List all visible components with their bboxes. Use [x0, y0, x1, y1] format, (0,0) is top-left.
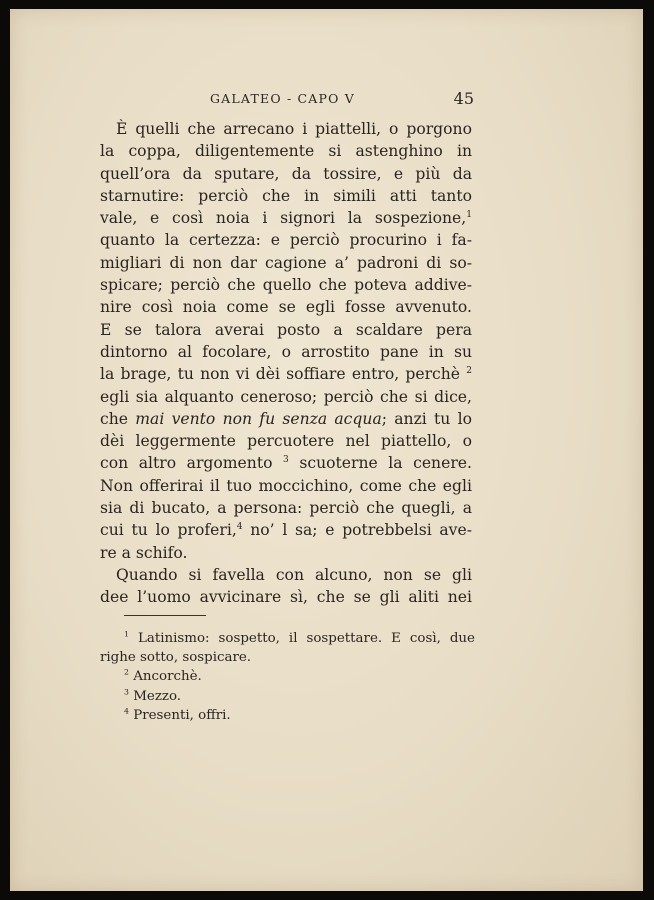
text-line: dintorno al focolare, o arrostito pane in su [100, 342, 472, 361]
text-segment: che [100, 409, 129, 428]
footnote-text: Latinismo: sospetto, il sospettare. E così, due [137, 631, 475, 646]
text-line [100, 363, 472, 385]
text-line: quanto la certezza: e perciò procurino i fa- [100, 231, 472, 250]
footnote-text: Ancorchè. [133, 669, 202, 685]
body-text [100, 118, 472, 609]
text-line: E se talora averai posto a scaldare pera [100, 320, 472, 339]
text-segment: scuoterne la cenere. [299, 454, 472, 473]
footnote [100, 687, 475, 706]
text-segment: vale, e così noia i signori la sospezione, [100, 209, 467, 228]
footnote-ref: 1 [466, 210, 472, 220]
footnote [100, 706, 475, 725]
footnote-separator [124, 615, 206, 616]
running-head [210, 90, 474, 108]
footnote-text: Mezzo. [133, 688, 182, 704]
footnote-ref: 2 [466, 366, 473, 377]
text-line: egli sia alquanto ceneroso; perciò che si dice, [100, 387, 472, 406]
text-segment: cui tu lo proferi, [100, 521, 237, 540]
text-line: È quelli che arrecano i piattelli, o porgono [116, 120, 472, 138]
italic-proverb: mai vento non fu senza acqua [135, 409, 382, 428]
text-segment: no’ l sa; e potrebbelsi ave- [250, 521, 472, 540]
text-line: spicare; perciò che quello che poteva addive- [100, 276, 472, 295]
footnote-marker: 4 [124, 706, 129, 716]
text-segment: ; anzi tu lo [381, 409, 472, 428]
text-segment: la brage, tu non vi dèi soffiare entro, perchè [100, 365, 461, 384]
running-title: GALATEO - CAPO V [210, 91, 355, 106]
footnote-continuation: righe sotto, sospicare. [100, 650, 252, 666]
text-line [100, 408, 472, 430]
footnote-marker: 1 [124, 629, 129, 639]
text-line: dèi leggermente percuotere nel piattello, o [100, 432, 472, 451]
text-line: starnutire: perciò che in simili atti tanto [100, 186, 472, 205]
text-line: la coppa, diligentemente si astenghino in [100, 142, 472, 161]
text-line: Non offerirai il tuo moccichino, come che egli [100, 476, 472, 495]
text-line: dee l’uomo avvicinare sì, che se gli aliti nei [100, 588, 472, 607]
text-line [100, 452, 472, 474]
text-segment: con altro argomento [100, 454, 273, 473]
footnote [100, 667, 475, 686]
book-page [10, 9, 643, 891]
text-line: re a schifo. [100, 543, 188, 562]
footnotes [100, 629, 475, 725]
footnote [100, 629, 475, 648]
footnote-marker: 3 [124, 687, 129, 697]
text-line: Quando si favella con alcuno, non se gli [116, 565, 472, 584]
page-number: 45 [453, 89, 474, 108]
text-line [100, 207, 472, 229]
footnote-ref: 4 [236, 522, 243, 533]
text-line: migliari di non dar cagione a’ padroni di so- [100, 253, 472, 272]
footnote-text: Presenti, offri. [133, 707, 231, 723]
text-line [100, 519, 472, 541]
footnote-ref: 3 [283, 455, 289, 466]
text-line: nire così noia come se egli fosse avvenuto. [100, 298, 472, 317]
footnote-marker: 2 [124, 667, 129, 677]
text-line: sia di bucato, a persona: perciò che quegli, a [100, 499, 472, 518]
text-line: quell’ora da sputare, da tossire, e più da [100, 164, 472, 183]
